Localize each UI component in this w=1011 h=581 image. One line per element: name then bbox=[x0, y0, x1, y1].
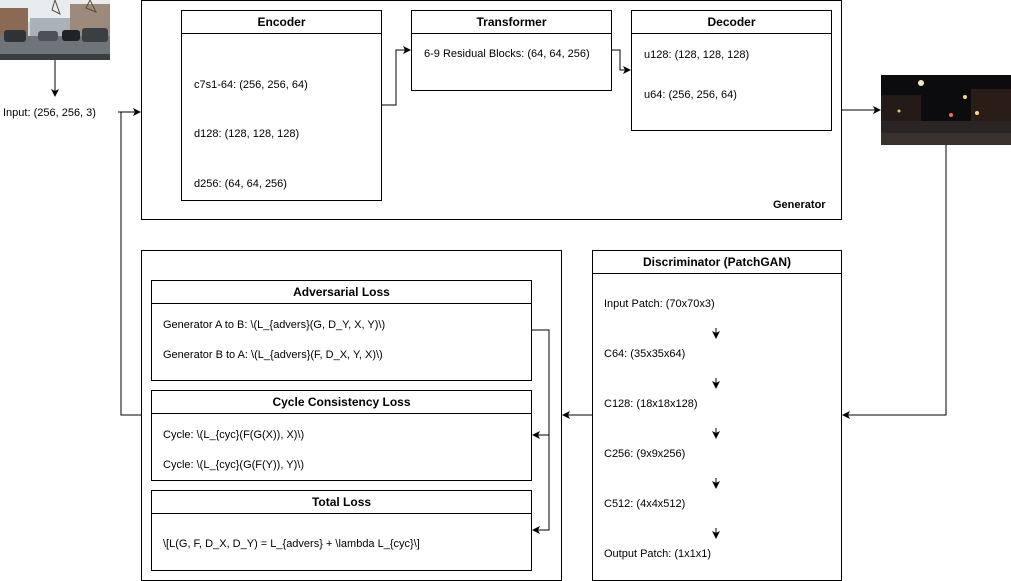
cycle-loss-title: Cycle Consistency Loss bbox=[152, 391, 531, 414]
discriminator-layer: C64: (35x35x64) bbox=[604, 348, 686, 360]
adversarial-loss-line: Generator A to B: \(L_{advers}(G, D_Y, X, Y)\) bbox=[163, 319, 386, 331]
discriminator-layer: C512: (4x4x512) bbox=[604, 498, 686, 510]
encoder-layer: d256: (64, 64, 256) bbox=[194, 178, 287, 190]
input-label: Input: (256, 256, 3) bbox=[3, 107, 96, 119]
encoder-layer: d128: (128, 128, 128) bbox=[194, 128, 300, 140]
discriminator-layer: Output Patch: (1x1x1) bbox=[604, 548, 711, 560]
decoder-layer: u64: (256, 256, 64) bbox=[644, 89, 737, 101]
discriminator-title: Discriminator (PatchGAN) bbox=[593, 251, 841, 274]
transformer-title: Transformer bbox=[412, 11, 611, 34]
transformer-text: 6-9 Residual Blocks: (64, 64, 256) bbox=[424, 48, 590, 60]
discriminator-layer: C128: (18x18x128) bbox=[604, 398, 698, 410]
total-loss-formula: \[L(G, F, D_X, D_Y) = L_{advers} + \lambda L_{cyc}\] bbox=[163, 538, 420, 550]
arrow-encoder-to-transformer bbox=[382, 50, 410, 105]
adversarial-loss-line: Generator B to A: \(L_{advers}(F, D_X, Y, X)\) bbox=[163, 349, 383, 361]
adversarial-loss-title: Adversarial Loss bbox=[152, 281, 531, 304]
encoder-layer: c7s1-64: (256, 256, 64) bbox=[194, 79, 308, 91]
generator-label: Generator bbox=[773, 199, 826, 211]
arrow-transformer-to-decoder bbox=[612, 50, 630, 70]
total-loss-title: Total Loss bbox=[152, 491, 531, 514]
arrow-output-to-discriminator bbox=[843, 145, 946, 415]
decoder-layer: u128: (128, 128, 128) bbox=[644, 49, 750, 61]
discriminator-layer: Input Patch: (70x70x3) bbox=[604, 298, 715, 310]
arrow-loss-to-input bbox=[118, 112, 141, 415]
cycle-loss-line: Cycle: \(L_{cyc}(F(G(X)), X)\) bbox=[163, 429, 305, 441]
cycle-loss-line: Cycle: \(L_{cyc}(G(F(Y)), Y)\) bbox=[163, 459, 304, 471]
discriminator-layer: C256: (9x9x256) bbox=[604, 448, 686, 460]
arrow-adversarial-to-total bbox=[533, 435, 549, 530]
decoder-title: Decoder bbox=[632, 11, 831, 34]
encoder-title: Encoder bbox=[182, 11, 381, 34]
arrow-adversarial-to-cycle bbox=[532, 330, 549, 435]
